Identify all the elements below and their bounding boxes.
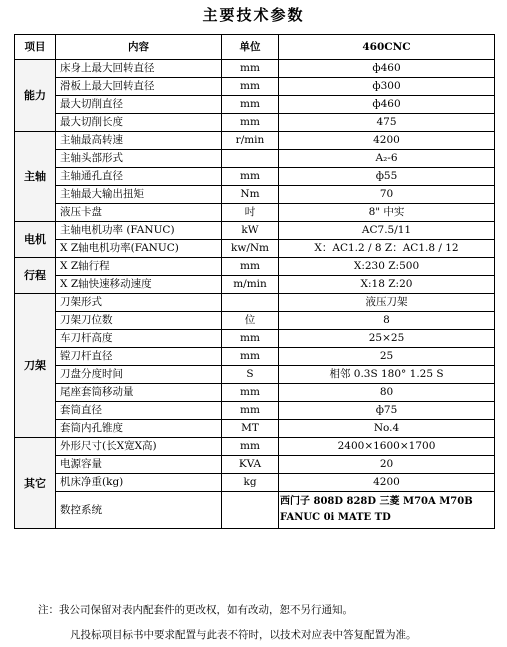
row-unit: mm [222, 78, 279, 96]
row-unit: r/min [222, 132, 279, 150]
table-row [15, 96, 495, 114]
row-unit: 位 [222, 312, 279, 330]
spec-table [14, 34, 495, 529]
row-value: 相邻 0.3S 180° 1.25 S [279, 366, 495, 384]
row-value: 西门子 808D 828D 三菱 M70A M70B FANUC 0i MATE TD [279, 492, 495, 529]
header-unit: 单位 [222, 35, 279, 60]
row-value: 8" 中实 [279, 204, 495, 222]
row-value: 70 [279, 186, 495, 204]
table-row [15, 114, 495, 132]
row-value: X:18 Z:20 [279, 276, 495, 294]
table-row [15, 150, 495, 168]
header-content: 内容 [56, 35, 222, 60]
row-value: ф460 [279, 96, 495, 114]
table-header-row [15, 35, 495, 60]
row-content: 主轴最大输出扭矩 [56, 186, 222, 204]
row-unit [222, 150, 279, 168]
table-row [15, 402, 495, 420]
table-row [15, 294, 495, 312]
row-value: 20 [279, 456, 495, 474]
row-unit: kg [222, 474, 279, 492]
row-unit: mm [222, 402, 279, 420]
row-unit: kw/Nm [222, 240, 279, 258]
row-value: ф55 [279, 168, 495, 186]
table-row [15, 222, 495, 240]
table-row [15, 240, 495, 258]
table-row [15, 330, 495, 348]
row-content: 刀盘分度时间 [56, 366, 222, 384]
row-content: 套筒内孔锥度 [56, 420, 222, 438]
table-row [15, 168, 495, 186]
header-model: 460CNC [279, 35, 495, 60]
row-value: 80 [279, 384, 495, 402]
group-spindle: 主轴 [15, 132, 56, 222]
row-unit: mm [222, 258, 279, 276]
page-title: 主要技术参数 [202, 6, 305, 24]
table-row [15, 438, 495, 456]
row-content: 外形尺寸(长X宽X高) [56, 438, 222, 456]
table-row [15, 186, 495, 204]
row-value: 4200 [279, 474, 495, 492]
group-travel: 行程 [15, 258, 56, 294]
group-motor: 电机 [15, 222, 56, 258]
row-unit: mm [222, 114, 279, 132]
footnote-2: 凡投标项目标书中要求配置与此表不符时，以技术对应表中答复配置为准。 [70, 629, 417, 641]
row-value: 2400×1600×1700 [279, 438, 495, 456]
row-value: 4200 [279, 132, 495, 150]
table-row [15, 132, 495, 150]
table-row [15, 276, 495, 294]
row-unit: mm [222, 96, 279, 114]
row-content: 最大切削直径 [56, 96, 222, 114]
row-content: 主轴通孔直径 [56, 168, 222, 186]
table-row [15, 366, 495, 384]
row-content: X Z轴快速移动速度 [56, 276, 222, 294]
table-row [15, 60, 495, 78]
header-item: 项目 [15, 35, 56, 60]
row-unit: mm [222, 348, 279, 366]
row-content: 滑板上最大回转直径 [56, 78, 222, 96]
row-content: 电源容量 [56, 456, 222, 474]
row-unit: KVA [222, 456, 279, 474]
row-content: 镗刀杆直径 [56, 348, 222, 366]
row-value: 液压刀架 [279, 294, 495, 312]
table-row [15, 456, 495, 474]
group-turret: 刀架 [15, 294, 56, 438]
row-content: 套筒直径 [56, 402, 222, 420]
row-unit: Nm [222, 186, 279, 204]
row-content: 主轴头部形式 [56, 150, 222, 168]
row-unit: 吋 [222, 204, 279, 222]
table-row [15, 384, 495, 402]
row-value: ф300 [279, 78, 495, 96]
row-unit: mm [222, 168, 279, 186]
group-capacity: 能力 [15, 60, 56, 132]
table-row [15, 492, 495, 529]
row-unit [222, 294, 279, 312]
row-content: 最大切削长度 [56, 114, 222, 132]
row-unit: mm [222, 438, 279, 456]
row-content: 主轴最高转速 [56, 132, 222, 150]
table-row [15, 204, 495, 222]
row-content: 床身上最大回转直径 [56, 60, 222, 78]
footnote-1: 注：我公司保留对表内配套件的更改权，如有改动，恕不另行通知。 [38, 604, 353, 616]
row-value: 475 [279, 114, 495, 132]
table-row [15, 474, 495, 492]
row-content: 数控系统 [56, 492, 222, 529]
row-content: 刀架刀位数 [56, 312, 222, 330]
row-unit: kW [222, 222, 279, 240]
table-row [15, 312, 495, 330]
row-value: ф460 [279, 60, 495, 78]
row-unit: m/min [222, 276, 279, 294]
row-content: 机床净重(kg) [56, 474, 222, 492]
row-content: 尾座套筒移动量 [56, 384, 222, 402]
table-row [15, 348, 495, 366]
row-value: A₂-6 [279, 150, 495, 168]
row-content: 刀架形式 [56, 294, 222, 312]
row-value: ф75 [279, 402, 495, 420]
row-unit: MT [222, 420, 279, 438]
row-unit: mm [222, 330, 279, 348]
row-content: 车刀杆高度 [56, 330, 222, 348]
group-other: 其它 [15, 438, 56, 529]
row-value: 25 [279, 348, 495, 366]
row-content: 液压卡盘 [56, 204, 222, 222]
row-unit: S [222, 366, 279, 384]
table-row [15, 258, 495, 276]
row-value: 8 [279, 312, 495, 330]
row-content: X Z轴电机功率(FANUC) [56, 240, 222, 258]
row-content: X Z轴行程 [56, 258, 222, 276]
table-row [15, 420, 495, 438]
row-unit: mm [222, 384, 279, 402]
row-value: 25×25 [279, 330, 495, 348]
table-row [15, 78, 495, 96]
row-value: X:230 Z:500 [279, 258, 495, 276]
row-value: AC7.5/11 [279, 222, 495, 240]
row-content: 主轴电机功率 (FANUC) [56, 222, 222, 240]
row-value: X：AC1.2 / 8 Z：AC1.8 / 12 [279, 240, 495, 258]
row-value: No.4 [279, 420, 495, 438]
row-unit [222, 492, 279, 529]
row-unit: mm [222, 60, 279, 78]
